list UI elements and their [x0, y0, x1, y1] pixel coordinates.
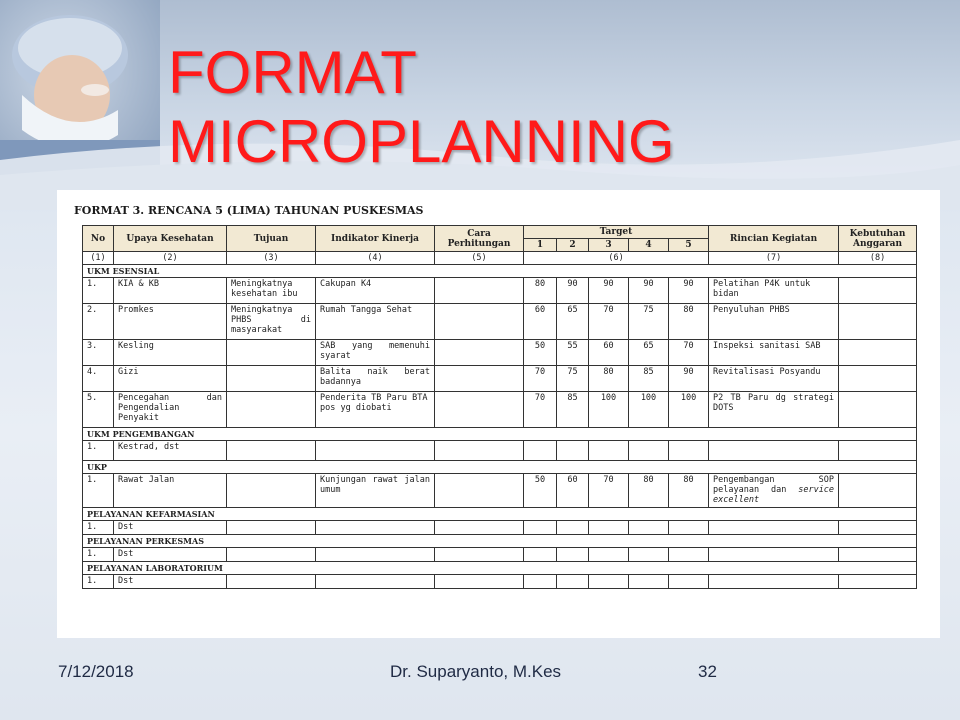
cell-target: 65: [629, 340, 669, 366]
cell-tujuan: Meningkatnya kesehatan ibu: [227, 278, 316, 304]
cell-rincian: Penyuluhan PHBS: [709, 304, 839, 340]
header-target: Target: [524, 226, 709, 239]
cell-tujuan: [227, 521, 316, 535]
cell-target: [557, 575, 589, 589]
cell-indikator: Kunjungan rawat jalan umum: [316, 474, 435, 508]
cell-target: 50: [524, 474, 557, 508]
cell-cara: [435, 441, 524, 461]
cell-tujuan: Meningkatnya PHBS di masyarakat: [227, 304, 316, 340]
cell-kebutuhan: [839, 366, 917, 392]
cell-target: 80: [589, 366, 629, 392]
cell-target: 50: [524, 340, 557, 366]
cell-upaya: Dst: [114, 521, 227, 535]
cell-target: 90: [669, 366, 709, 392]
footer-author: Dr. Suparyanto, M.Kes: [390, 662, 562, 681]
cell-target: [589, 441, 629, 461]
cell-target: [629, 548, 669, 562]
cell-kebutuhan: [839, 575, 917, 589]
cell-cara: [435, 548, 524, 562]
table-row: [83, 392, 917, 428]
cell-target: 85: [557, 392, 589, 428]
cell-rincian: [709, 548, 839, 562]
cell-target: 60: [589, 340, 629, 366]
cell-rincian: [709, 441, 839, 461]
cell-upaya: Rawat Jalan: [114, 474, 227, 508]
cell-indikator: [316, 575, 435, 589]
cell-no: 2.: [83, 304, 114, 340]
footer-date: 7/12/2018: [58, 662, 134, 681]
cell-tujuan: [227, 366, 316, 392]
cell-upaya: Kesling: [114, 340, 227, 366]
cell-no: 1.: [83, 521, 114, 535]
document-image: [57, 190, 940, 638]
target-year-1: 1: [524, 239, 557, 252]
header-no: No: [83, 226, 114, 252]
cell-tujuan: [227, 392, 316, 428]
cell-target: 90: [557, 278, 589, 304]
cell-kebutuhan: [839, 340, 917, 366]
cell-tujuan: [227, 340, 316, 366]
cell-indikator: Cakupan K4: [316, 278, 435, 304]
section-row: [83, 461, 917, 474]
section-label: UKM ESENSIAL: [83, 265, 917, 278]
cell-upaya: Pencegahan dan Pengendalian Penyakit: [114, 392, 227, 428]
cell-rincian: [709, 521, 839, 535]
section-label: UKM PENGEMBANGAN: [83, 428, 917, 441]
cell-target: [669, 521, 709, 535]
cell-target: 90: [669, 278, 709, 304]
cell-target: 80: [524, 278, 557, 304]
col-number: (6): [524, 252, 709, 265]
cell-upaya: Dst: [114, 548, 227, 562]
cell-target: 100: [629, 392, 669, 428]
cell-cara: [435, 366, 524, 392]
document-heading: FORMAT 3. RENCANA 5 (LIMA) TAHUNAN PUSKESMAS: [74, 204, 424, 217]
col-number: (8): [839, 252, 917, 265]
rincian-italic-text: service excellent: [713, 485, 835, 505]
cell-target: 85: [629, 366, 669, 392]
table-row: [83, 340, 917, 366]
table-row: [83, 521, 917, 535]
table-row: [83, 441, 917, 461]
cell-target: [669, 548, 709, 562]
cell-no: 1.: [83, 474, 114, 508]
cell-indikator: [316, 548, 435, 562]
cell-target: 100: [589, 392, 629, 428]
cell-target: 90: [589, 278, 629, 304]
header-banner: [0, 0, 960, 185]
cell-rincian: Inspeksi sanitasi SAB: [709, 340, 839, 366]
cell-target: [524, 575, 557, 589]
cell-cara: [435, 304, 524, 340]
cell-cara: [435, 340, 524, 366]
target-year-2: 2: [557, 239, 589, 252]
cell-cara: [435, 278, 524, 304]
col-number: (7): [709, 252, 839, 265]
section-row: [83, 508, 917, 521]
cell-upaya: Dst: [114, 575, 227, 589]
col-number: (2): [114, 252, 227, 265]
cell-target: 80: [669, 304, 709, 340]
cell-cara: [435, 575, 524, 589]
cell-indikator: Rumah Tangga Sehat: [316, 304, 435, 340]
target-year-5: 5: [669, 239, 709, 252]
section-label: PELAYANAN PERKESMAS: [83, 535, 917, 548]
cell-target: 70: [524, 366, 557, 392]
table-row: [83, 304, 917, 340]
cell-target: 55: [557, 340, 589, 366]
cell-kebutuhan: [839, 278, 917, 304]
cell-kebutuhan: [839, 392, 917, 428]
cell-indikator: SAB yang memenuhi syarat: [316, 340, 435, 366]
cell-target: [669, 441, 709, 461]
cell-rincian: [709, 474, 839, 508]
target-year-3: 3: [589, 239, 629, 252]
cell-target: [557, 548, 589, 562]
plan-table: [82, 225, 917, 589]
col-number: (4): [316, 252, 435, 265]
cell-target: 90: [629, 278, 669, 304]
header-indikator: Indikator Kinerja: [316, 226, 435, 252]
cell-upaya: Gizi: [114, 366, 227, 392]
cell-kebutuhan: [839, 548, 917, 562]
cell-target: 70: [589, 474, 629, 508]
cell-target: [524, 441, 557, 461]
section-label: UKP: [83, 461, 917, 474]
cell-target: 75: [629, 304, 669, 340]
section-label: PELAYANAN KEFARMASIAN: [83, 508, 917, 521]
cell-target: 70: [524, 392, 557, 428]
table-row: [83, 474, 917, 508]
cell-rincian: Revitalisasi Posyandu: [709, 366, 839, 392]
cell-tujuan: [227, 474, 316, 508]
cell-target: [669, 575, 709, 589]
cell-no: 1.: [83, 441, 114, 461]
section-row: [83, 562, 917, 575]
cell-rincian: Pelatihan P4K untuk bidan: [709, 278, 839, 304]
col-number: (5): [435, 252, 524, 265]
cell-kebutuhan: [839, 304, 917, 340]
footer-page-number: 32: [698, 662, 717, 681]
col-number: (3): [227, 252, 316, 265]
cell-target: [589, 575, 629, 589]
header-rincian: Rincian Kegiatan: [709, 226, 839, 252]
section-label: PELAYANAN LABORATORIUM: [83, 562, 917, 575]
header-row: [83, 226, 917, 239]
cell-no: 1.: [83, 575, 114, 589]
cell-kebutuhan: [839, 474, 917, 508]
cell-no: 1.: [83, 548, 114, 562]
cell-cara: [435, 521, 524, 535]
cell-target: 60: [524, 304, 557, 340]
cell-target: 70: [669, 340, 709, 366]
cell-no: 1.: [83, 278, 114, 304]
cell-target: 70: [589, 304, 629, 340]
cell-target: [629, 521, 669, 535]
cell-target: 60: [557, 474, 589, 508]
cell-tujuan: [227, 575, 316, 589]
cell-target: [589, 521, 629, 535]
header-kebutuhan: Kebutuhan Anggaran: [839, 226, 917, 252]
cell-upaya: KIA & KB: [114, 278, 227, 304]
cell-indikator: [316, 521, 435, 535]
cell-target: 65: [557, 304, 589, 340]
cell-rincian: [709, 575, 839, 589]
rincian-text: Pengembangan SOP pelayanan dan: [713, 475, 835, 495]
slide-title: FORMAT MICROPLANNING: [168, 39, 675, 175]
table-row: [83, 278, 917, 304]
cell-cara: [435, 474, 524, 508]
cell-target: 80: [629, 474, 669, 508]
col-number: (1): [83, 252, 114, 265]
cell-target: 80: [669, 474, 709, 508]
section-row: [83, 265, 917, 278]
cell-no: 4.: [83, 366, 114, 392]
cell-cara: [435, 392, 524, 428]
cell-target: [557, 441, 589, 461]
cell-indikator: [316, 441, 435, 461]
table-row: [83, 575, 917, 589]
cell-target: [629, 441, 669, 461]
cell-target: [524, 521, 557, 535]
section-row: [83, 535, 917, 548]
cell-target: 100: [669, 392, 709, 428]
cell-target: [524, 548, 557, 562]
cell-tujuan: [227, 441, 316, 461]
cell-indikator: Penderita TB Paru BTA pos yg diobati: [316, 392, 435, 428]
cell-no: 3.: [83, 340, 114, 366]
table-row: [83, 548, 917, 562]
header-upaya: Upaya Kesehatan: [114, 226, 227, 252]
cell-target: [629, 575, 669, 589]
cell-no: 5.: [83, 392, 114, 428]
column-number-row: [83, 252, 917, 265]
cell-tujuan: [227, 548, 316, 562]
header-tujuan: Tujuan: [227, 226, 316, 252]
table-row: [83, 366, 917, 392]
header-cara: Cara Perhitungan: [435, 226, 524, 252]
cell-upaya: Promkes: [114, 304, 227, 340]
cell-target: [589, 548, 629, 562]
cell-kebutuhan: [839, 521, 917, 535]
target-year-4: 4: [629, 239, 669, 252]
cell-upaya: Kestrad, dst: [114, 441, 227, 461]
cell-target: 75: [557, 366, 589, 392]
cell-target: [557, 521, 589, 535]
section-row: [83, 428, 917, 441]
cell-kebutuhan: [839, 441, 917, 461]
cell-rincian: P2 TB Paru dg strategi DOTS: [709, 392, 839, 428]
cell-indikator: Balita naik berat badannya: [316, 366, 435, 392]
